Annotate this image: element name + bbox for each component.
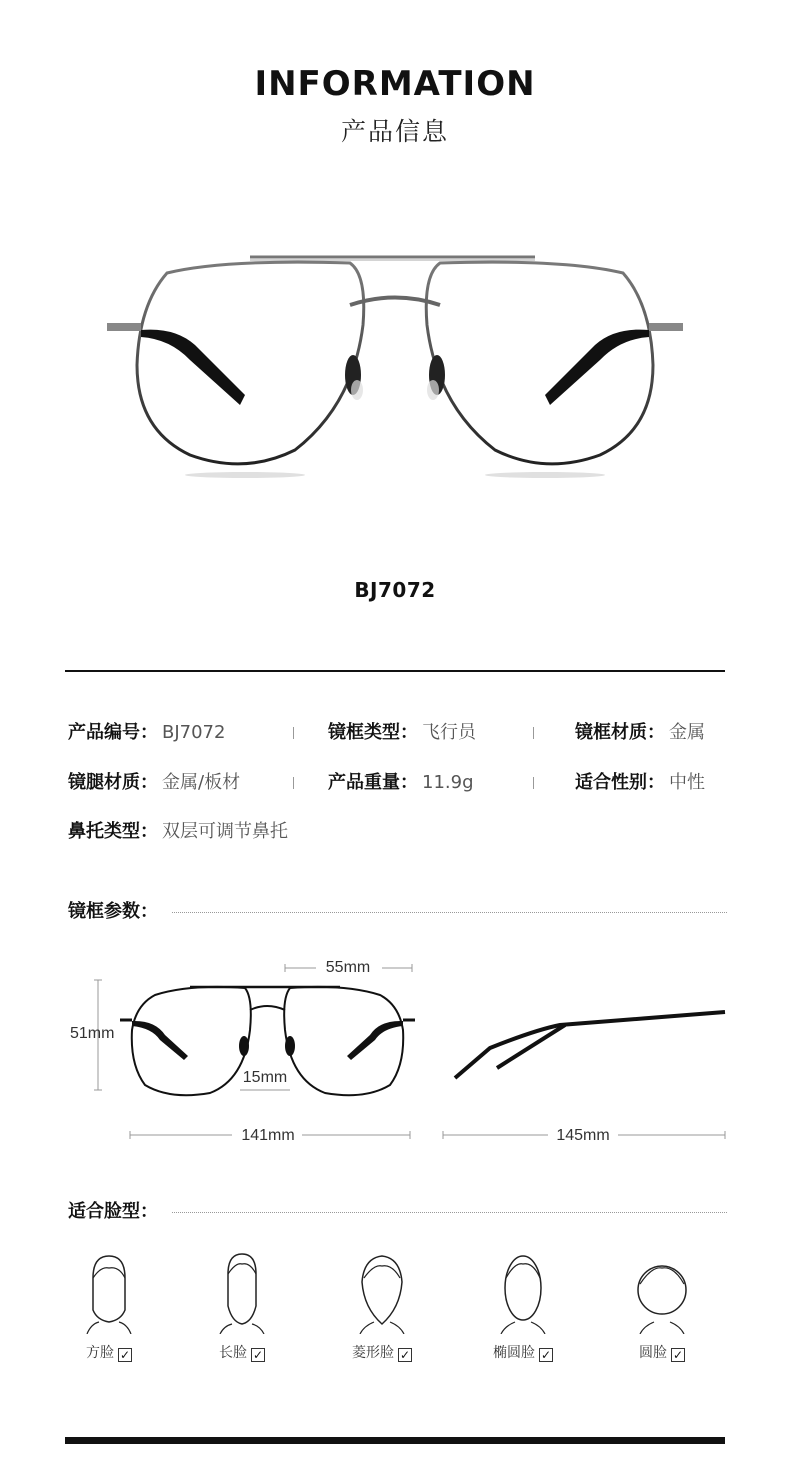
spec-value: 双层可调节鼻托: [162, 821, 288, 842]
bridge-width-label: 15mm: [242, 1069, 288, 1086]
spec-value: BJ7072: [162, 722, 226, 743]
checkbox-checked-icon: ✓: [119, 1348, 131, 1362]
spec-label: 镜框类型：: [328, 722, 418, 743]
face-item: [187, 1250, 297, 1362]
frame-params-label: 镜框参数：: [68, 901, 158, 922]
spec-item: [328, 718, 476, 744]
spec-separator: [293, 727, 294, 739]
square-face-icon: [79, 1250, 139, 1334]
temple-length-label: 145mm: [556, 1127, 610, 1144]
spec-label: 鼻托类型：: [68, 821, 158, 842]
spec-label: 镜腿材质：: [68, 772, 158, 793]
glasses-product-image: [95, 235, 695, 505]
spec-item: [68, 718, 225, 744]
spec-item: [328, 768, 474, 794]
spec-label: 镜框材质：: [575, 722, 665, 743]
spec-label: 适合性别：: [575, 772, 665, 793]
page-title-cn: 产品信息: [340, 117, 449, 146]
spec-label: 产品重量：: [328, 772, 418, 793]
face-shapes-label: 适合脸型：: [68, 1201, 158, 1222]
face-label: 长脸 ✓: [219, 1345, 264, 1362]
side-view-temple: [455, 1012, 725, 1078]
spec-separator: [293, 777, 294, 789]
spec-row-3: [68, 817, 728, 847]
spec-label: 产品编号：: [68, 722, 158, 743]
spec-value: 飞行员: [422, 722, 476, 743]
spec-item: [575, 718, 705, 744]
round-face-icon: [632, 1250, 692, 1334]
face-label: 椭圆脸 ✓: [493, 1345, 552, 1362]
face-shapes-list: [60, 1250, 740, 1380]
spec-item: [575, 768, 705, 794]
checkbox-checked-icon: ✓: [672, 1348, 684, 1362]
frame-width-label: 141mm: [241, 1127, 295, 1144]
dotted-divider: [172, 912, 727, 913]
spec-separator: [533, 727, 534, 739]
face-item: [468, 1250, 578, 1362]
face-label: 方脸 ✓: [86, 1345, 131, 1362]
face-label: 圆脸 ✓: [639, 1345, 684, 1362]
face-item: [607, 1250, 717, 1362]
frame-dimension-diagram: [60, 950, 740, 1150]
divider: [65, 670, 725, 672]
spec-value: 11.9g: [422, 772, 474, 793]
face-item: [54, 1250, 164, 1362]
diamond-face-icon: [352, 1250, 412, 1334]
spec-value: 金属: [669, 722, 705, 743]
checkbox-checked-icon: ✓: [399, 1348, 411, 1362]
spec-item: [68, 768, 240, 794]
spec-row-2: [68, 768, 728, 798]
spec-item: [68, 817, 288, 843]
page-title-en: INFORMATION: [254, 64, 536, 104]
lens-height-label: 51mm: [70, 1025, 115, 1042]
spec-separator: [533, 777, 534, 789]
spec-row-1: [68, 718, 728, 748]
long-face-icon: [212, 1250, 272, 1334]
spec-value: 中性: [669, 772, 705, 793]
bottom-divider: [65, 1437, 725, 1444]
lens-width-label: 55mm: [325, 959, 371, 976]
checkbox-checked-icon: ✓: [252, 1348, 264, 1362]
dotted-divider: [172, 1212, 727, 1213]
face-label: 菱形脸 ✓: [352, 1345, 411, 1362]
model-number: BJ7072: [354, 578, 436, 602]
oval-face-icon: [493, 1250, 553, 1334]
face-item: [327, 1250, 437, 1362]
spec-value: 金属/板材: [162, 772, 241, 793]
checkbox-checked-icon: ✓: [540, 1348, 552, 1362]
